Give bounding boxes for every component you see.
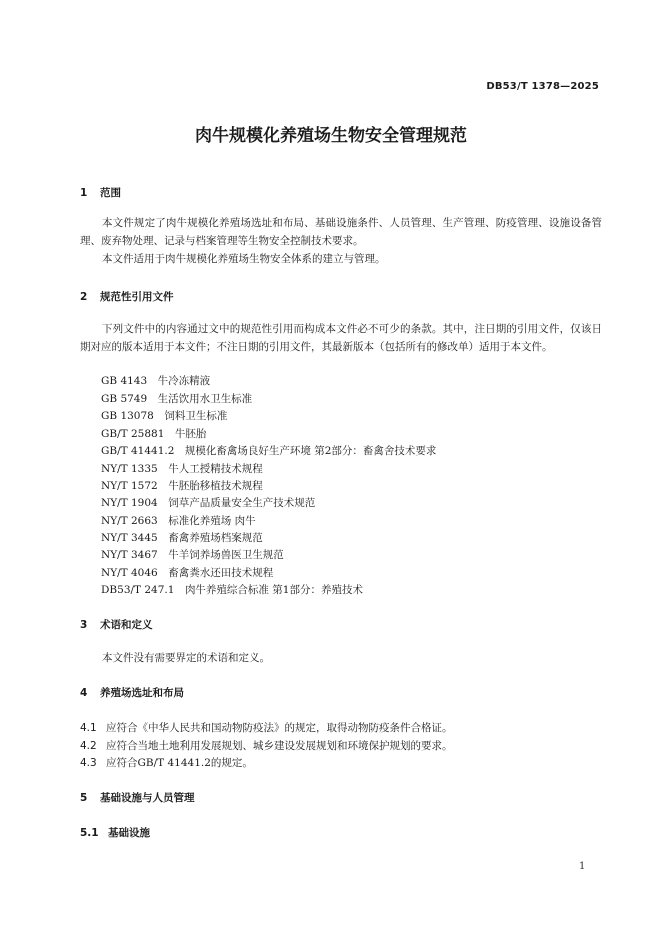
reference-item: [101, 581, 363, 599]
reference-code: NY/T 4046: [101, 567, 158, 579]
reference-code: GB/T 25881: [101, 428, 165, 440]
reference-code: NY/T 1904: [101, 497, 158, 509]
reference-name: 标准化养殖场 肉牛: [168, 515, 256, 527]
reference-item: [101, 372, 210, 390]
reference-item: [101, 477, 263, 495]
section-title: 规范性引用文件: [100, 291, 174, 303]
section-number: 5: [80, 792, 88, 804]
reference-name: 牛冷冻精液: [157, 375, 211, 387]
normative-intro-paragraph: 下列文件中的内容通过文中的规范性引用而构成本文件必不可少的条款。其中，注日期的引用文件，仅该日期对应的版本适用于本文件；不注日期的引用文件，其最新版本（包括所有的修改单）适用于本文件。: [80, 323, 602, 353]
section-heading-infrastructure: [80, 790, 195, 805]
reference-code: NY/T 3467: [101, 549, 158, 561]
clause-text: 应符合GB/T 41441.2的规定。: [106, 757, 253, 769]
reference-item: [101, 460, 263, 478]
reference-item: [101, 407, 227, 425]
reference-name: 畜禽养殖场档案规范: [168, 532, 263, 544]
section-number: 4: [80, 687, 88, 699]
section-heading-normative-references: [80, 289, 174, 304]
section-title: 范围: [100, 187, 121, 199]
clause-number: 4.2: [80, 740, 97, 752]
reference-item: [101, 564, 273, 582]
reference-code: NY/T 2663: [101, 515, 158, 527]
reference-name: 牛人工授精技术规程: [168, 463, 263, 475]
reference-name: 牛胚胎: [174, 428, 207, 440]
reference-code: GB 5749: [101, 393, 148, 405]
clause-number: 4.1: [80, 722, 97, 734]
reference-code: DB53/T 247.1: [101, 584, 175, 596]
reference-name: 牛羊饲养场兽医卫生规范: [168, 549, 284, 561]
scope-paragraph-2: 本文件适用于肉牛规模化养殖场生物安全体系的建立与管理。: [102, 253, 386, 265]
reference-name: 牛胚胎移植技术规程: [168, 480, 263, 492]
reference-item: [101, 529, 263, 547]
section-title: 基础设施与人员管理: [100, 792, 195, 804]
subsection-number: 5.1: [80, 827, 99, 839]
reference-item: [101, 390, 252, 408]
reference-code: GB/T 41441.2: [101, 445, 175, 457]
section-number: 1: [80, 187, 88, 199]
section-number: 2: [80, 291, 88, 303]
scope-paragraph-1: 本文件规定了肉牛规模化养殖场选址和布局、基础设施条件、人员管理、生产管理、防疫管理、设施设备管理、废弃物处理、记录与档案管理等生物安全控制技术要求。: [80, 217, 602, 247]
document-title: 肉牛规模化养殖场生物安全管理规范: [195, 126, 467, 146]
reference-code: GB 13078: [101, 410, 154, 422]
clause-4-1: [80, 720, 453, 735]
reference-item: [101, 494, 315, 512]
terms-paragraph: 本文件没有需要界定的术语和定义。: [102, 652, 270, 664]
reference-code: NY/T 1335: [101, 463, 158, 475]
reference-item: [101, 425, 206, 443]
reference-name: 规模化畜禽场良好生产环境 第2部分：畜禽舍技术要求: [184, 445, 437, 457]
reference-code: NY/T 3445: [101, 532, 158, 544]
page-number: 1: [579, 861, 586, 872]
reference-name: 肉牛养殖综合标准 第1部分：养殖技术: [184, 584, 363, 596]
section-title: 养殖场选址和布局: [100, 687, 184, 699]
reference-item: [101, 442, 436, 460]
section-title: 术语和定义: [100, 619, 153, 631]
reference-code: GB 4143: [101, 375, 148, 387]
subsection-title: 基础设施: [108, 827, 150, 839]
section-number: 3: [80, 619, 88, 631]
reference-name: 生活饮用水卫生标准: [157, 393, 253, 405]
reference-item: [101, 546, 284, 564]
clause-text: 应符合《中华人民共和国动物防疫法》的规定，取得动物防疫条件合格证。: [106, 722, 453, 734]
reference-code: NY/T 1572: [101, 480, 158, 492]
section-heading-siting: [80, 685, 184, 700]
reference-item: [101, 512, 256, 530]
clause-text: 应符合当地土地利用发展规划、城乡建设发展规划和环境保护规划的要求。: [106, 740, 453, 752]
section-heading-scope: [80, 185, 121, 200]
clause-number: 4.3: [80, 757, 97, 769]
section-heading-terms: [80, 617, 153, 632]
clause-4-3: [80, 755, 253, 770]
clause-4-2: [80, 738, 453, 753]
reference-name: 饲草产品质量安全生产技术规范: [168, 497, 316, 509]
standard-code: DB53/T 1378—2025: [486, 81, 599, 92]
subsection-heading-infrastructure: [80, 825, 150, 840]
reference-name: 畜禽粪水还田技术规程: [168, 567, 274, 579]
reference-name: 饲料卫生标准: [164, 410, 228, 422]
